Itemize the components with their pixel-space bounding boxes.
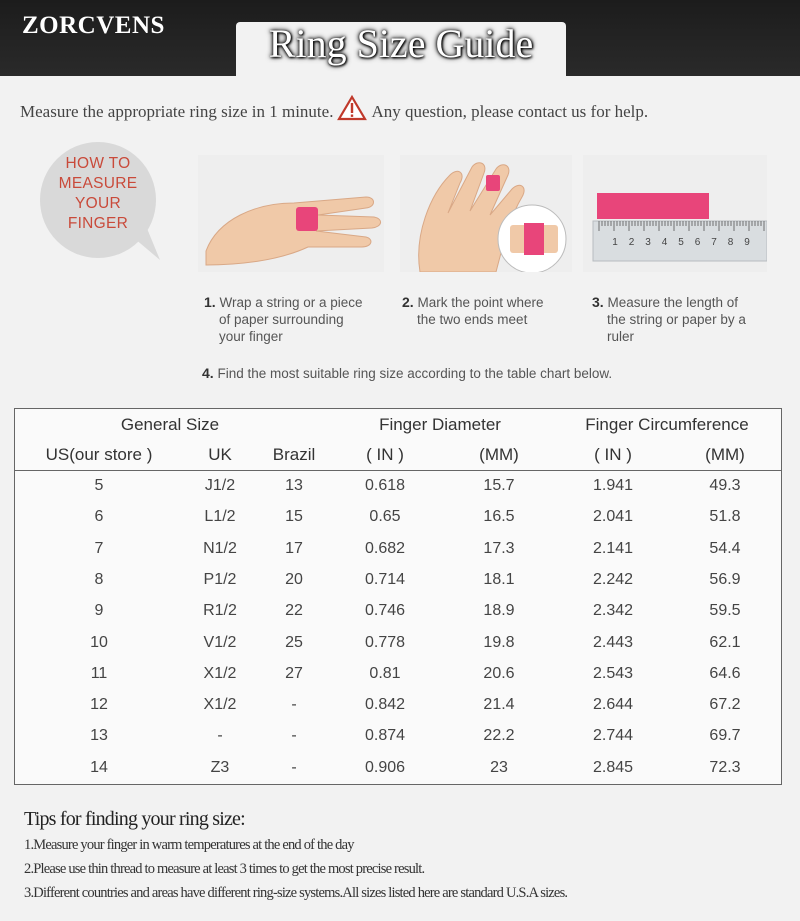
table-cell: 6 [94,508,104,526]
table-cell: 8 [94,570,104,588]
table-cell: 0.874 [364,727,406,745]
table-cell: 49.3 [709,477,741,494]
table-cell: 11 [90,664,108,682]
col-diameter-in: ( IN ) [366,445,404,464]
group-finger-circumference: Finger Circumference [585,415,749,434]
table-cell: 56.9 [709,570,741,588]
table-cell: - [291,727,297,745]
table-cell: 59.5 [709,602,741,620]
table-cell: 0.906 [364,758,406,776]
table-row [15,472,781,503]
table-cell: X1/2 [203,696,237,714]
table-cell: 14 [90,758,108,776]
table-cell: 0.746 [364,602,406,620]
ruler-number: 1 [612,237,618,248]
how-to-measure-label: HOW TO MEASURE YOUR FINGER [58,155,138,232]
table-cell: 17 [285,539,303,557]
table-row [15,629,781,660]
table-cell: 0.682 [364,539,406,557]
table-cell: N1/2 [203,539,237,557]
table-cell: 51.8 [709,508,741,526]
table-row [15,535,781,566]
tip-2: 2.Please use thin thread to measure at least 3 times to get the most precise result. [24,861,425,877]
table-cell: Z3 [210,758,230,776]
table-row [15,691,781,722]
step1-hand-photo [198,155,384,272]
table-cell: 2.744 [592,727,634,745]
col-uk: UK [208,445,232,464]
col-circumference-mm: (MM) [705,445,745,464]
step-3: 3. Measure the length of the string or paper by a ruler [592,294,746,344]
table-row [15,722,781,753]
table-cell: 27 [285,664,303,682]
table-cell: 22 [285,602,303,620]
table-cell: 67.2 [709,696,741,714]
ruler-number: 5 [678,237,684,248]
group-general-size: General Size [120,415,220,434]
ruler-number: 8 [727,237,734,248]
ruler-number: 3 [645,237,651,248]
table-cell: J1/2 [204,477,236,494]
table-cell: 2.543 [592,664,634,682]
table-row [15,503,781,534]
table-cell: 0.618 [364,477,406,494]
table-cell: 18.9 [483,602,515,620]
table-cell: 2.342 [592,602,634,620]
group-finger-diameter: Finger Diameter [379,415,501,434]
table-cell: 25 [285,633,303,651]
intro-text: Measure the appropriate ring size in 1 minute. [20,102,334,121]
intro-line [20,95,648,122]
table-cell: 21.4 [483,696,515,714]
table-cell: 13 [285,477,303,494]
tip-3: 3.Different countries and areas have different ring-size systems.All sizes listed here are standard U.S.A sizes. [24,885,568,901]
table-cell: 20.6 [483,664,515,682]
table-row [15,566,781,597]
help-text: Any question, please contact us for help. [371,102,649,121]
table-cell: 2.644 [592,696,634,714]
table-cell: 13 [90,727,108,745]
ruler-number: 7 [711,237,717,248]
table-cell: 2.041 [592,508,634,526]
table-cell: 0.714 [364,570,406,588]
table-header [15,409,781,471]
table-row [15,754,781,785]
table-cell: 0.842 [364,696,406,714]
step3-ruler-photo [583,155,767,272]
table-cell: 1.941 [592,477,634,494]
table-row [15,660,781,691]
table-cell: 15 [285,508,303,526]
table-cell: 16.5 [483,508,515,526]
hand-wrap-icon [198,155,384,272]
step2-finger-photo [400,155,572,272]
table-cell: 7 [94,539,104,557]
table-cell: 62.1 [709,633,741,651]
table-cell: 15.7 [483,477,515,494]
table-cell: 72.3 [709,758,741,776]
step-4: 4. Find the most suitable ring size according to the table chart below. [202,365,613,381]
table-cell: 19.8 [483,633,515,651]
table-cell: 17.3 [483,539,515,557]
table-cell: 0.778 [364,633,406,651]
table-cell: R1/2 [203,602,237,620]
table-cell: 9 [94,602,104,620]
table-cell: 18.1 [483,570,515,588]
col-circumference-in: ( IN ) [594,445,632,464]
step-1: 1. Wrap a string or a piece of paper surrounding your finger [204,294,363,344]
ruler-number: 4 [661,237,668,248]
col-brazil: Brazil [272,445,316,464]
ring-size-table [14,408,782,785]
table-cell: - [291,758,297,776]
table-cell: - [291,696,297,714]
table-cell: 5 [94,477,104,494]
table-cell: 2.443 [592,633,634,651]
table-cell: 2.242 [592,570,634,588]
table-cell: 54.4 [709,539,741,557]
table-cell: 2.845 [592,758,634,776]
table-cell: 20 [285,570,303,588]
table-cell: 22.2 [483,727,515,745]
table-cell: P1/2 [203,570,237,588]
step-2: 2. Mark the point where the two ends meet [402,294,544,327]
table-cell: 12 [90,696,108,714]
ruler-number: 2 [628,237,635,248]
table-cell: 69.7 [709,727,741,745]
page-title: Ring Size Guide [268,21,534,66]
table-cell: X1/2 [203,664,237,682]
table-cell: 23 [490,758,508,776]
table-cell: 10 [90,633,108,651]
col-diameter-mm: (MM) [479,445,519,464]
tips-title: Tips for finding your ring size: [24,808,245,830]
table-row [15,597,781,628]
table-cell: 2.141 [592,539,634,557]
warning-icon [337,95,367,121]
table-cell: V1/2 [203,633,237,651]
table-cell: - [217,727,223,745]
tip-1: 1.Measure your finger in warm temperatures at the end of the day [24,837,354,853]
table-cell: 0.81 [369,664,401,682]
table-cell: 64.6 [709,664,741,682]
ruler-number: 6 [694,237,701,248]
col-us: US(our store ) [45,445,153,464]
brand-logo: ZORCVENS [22,12,165,39]
table-cell: L1/2 [204,508,236,526]
table-cell: 0.65 [369,508,401,526]
finger-mark-icon [400,155,572,272]
ruler-number: 9 [744,237,750,248]
ruler-icon [583,155,767,272]
